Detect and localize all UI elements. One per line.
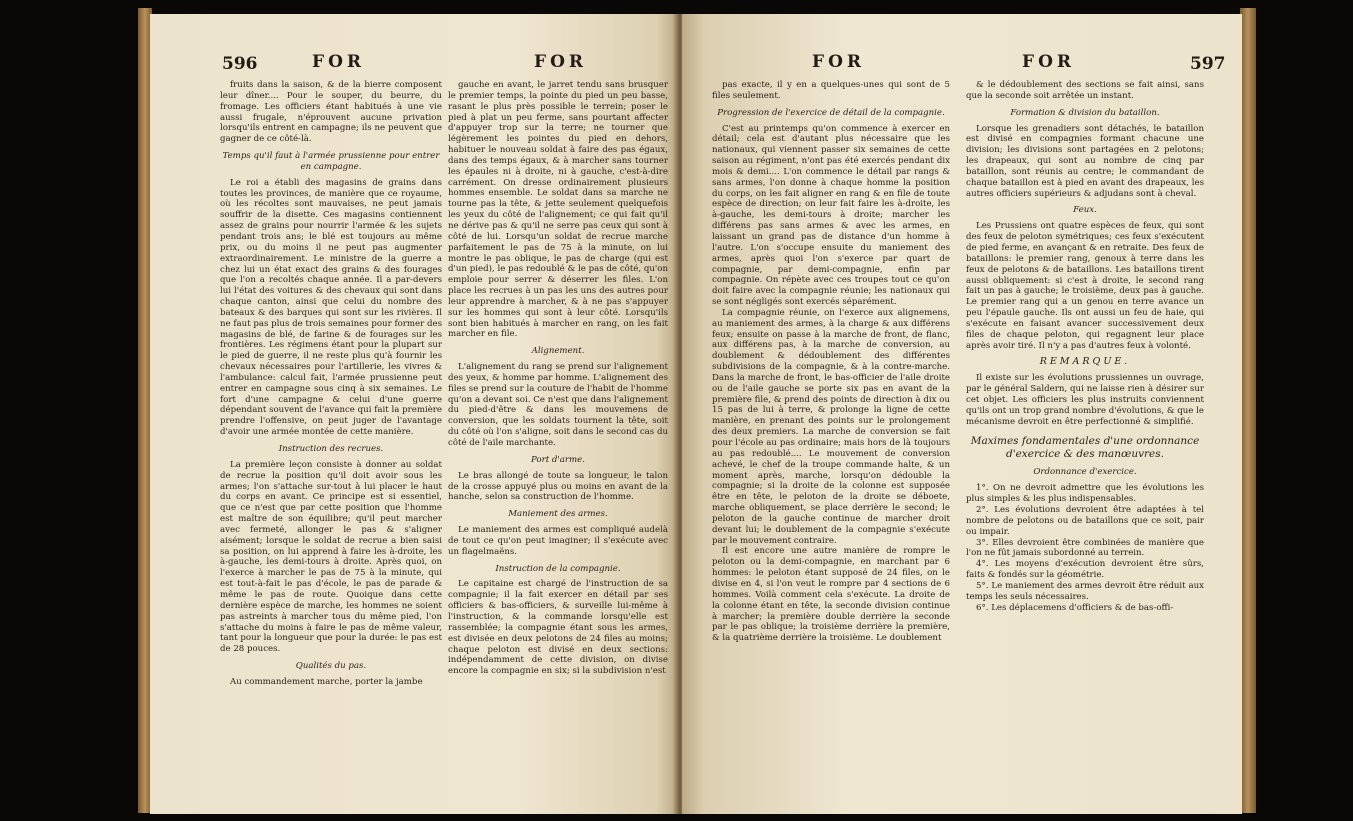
paragraph: Le capitaine est chargé de l'instruction de sa compagnie; il la fait exercer en détail par ses officiers & bas-officiers, & surveille lui-même à l'instruction, & la commande lorsqu'elle est rassemblée; la compagnie étant sous les armes, est divisée en deux pelotons de 24 files au moins; chaque peloton est divisé en deux sections: indépendamment de cette division, on divise encore la compagnie en six; si la subdivision n'est <box>448 579 668 677</box>
right-page-header-col2: FOR <box>1022 52 1076 72</box>
paragraph: 3°. Elles devroient être combinées de manière que l'on ne fût jamais subordonné au terrein. <box>966 537 1204 559</box>
left-page-header-col2: FOR <box>534 52 588 72</box>
section-heading: Ordonnance d'exercice. <box>1033 467 1137 478</box>
left-page-number: 596 <box>222 54 258 74</box>
section-heading: Maniement des armes. <box>508 509 608 520</box>
paragraph: C'est au printemps qu'on commence à exercer en détail; cela est d'autant plus nécessaire que les nationaux, qui viennent passer six semaines de cette saison au régiment, n'ont pas été exercés pendant dix mois & demi.... L'on commence le détail par rangs & sans armes, l'on donne à chaque homme la position du corps, on les fait aligner en rang & en file de toute espèce de direction; on leur fait faire les à-droite, les à-gauche, les demi-tours à droite; marcher les différens pas sans armes & avec les armes, en laissant un grand pas de distance d'un homme à l'autre. L'on s'occupe ensuite du maniement des armes, après quoi l'on s'exerce par quart de compagnie, par demi-compagnie, enfin par compagnie. On répète avec ces troupes tout ce qu'on doit faire avec la compagnie réunie; les nationaux qui se sont négligés sont exercés séparément. <box>712 123 950 308</box>
paragraph: L'alignement du rang se prend sur l'alignement des yeux, & homme par homme. L'alignement des files se prend sur la couture de l'habit de l'homme qu'on a devant soi. Ce n'est que dans l'alignement du pied-d'être & dans les mouvemens de conversion, que les soldats tournent la tête, soit du côté où l'on s'aligne, soit dans le second cas du côté de l'aile marchante. <box>448 362 668 448</box>
section-heading: Temps qu'il faut à l'armée prussienne pour entrer en campagne. <box>222 151 440 172</box>
section-heading: Maximes fondamentales d'une ordonnance d'exercice & des manœuvres. <box>970 435 1200 461</box>
right-page-column-1 <box>712 80 950 644</box>
left-page-column-1 <box>220 80 442 688</box>
paragraph: Au commandement marche, porter la jambe <box>230 676 423 687</box>
right-page-header: FOR <box>812 52 866 72</box>
section-heading: Instruction des recrues. <box>278 444 384 454</box>
paragraph: Il est encore une autre manière de rompre le peloton ou la demi-compagnie, en marchant par 6 hommes: le peloton étant supposé de 24 files, on le divise en 4, si l'on veut le rompre par 4 sections de 6 hommes. Voilà comment cela s'exécute. La droite de la colonne étant en tête, la seconde division continue à marcher; la première double derrière la seconde par le pas oblique; la troisième derrière la première, & la quatrième derrière la troisième. Le doublement <box>712 546 950 644</box>
paragraph: 6°. Les déplacemens d'officiers & de bas-offi- <box>976 602 1174 613</box>
paragraph: Le maniement des armes est compliqué audelà de tout ce qu'on peut imaginer; il s'exécute avec un flagelmaëns. <box>448 525 668 557</box>
section-heading: REMARQUE. <box>1039 356 1131 368</box>
left-page-header: FOR <box>312 52 366 72</box>
paragraph: & le dédoublement des sections se fait ainsi, sans que la seconde soit arrêtée un instant. <box>966 80 1204 101</box>
book-edge-right <box>1240 8 1256 813</box>
left-page-column-2 <box>448 80 668 677</box>
paragraph: Les Prussiens ont quatre espèces de feux, qui sont des feux de peloton symétriques; ces feux s'exécutent de pied ferme, en avançant & en retraite. Des feux de bataillons: le premier rang, genoux à terre dans les feux de pelotons & de bataillons. Les bataillons tirent aussi obliquement: si c'est à droite, le second rang fait un pas à gauche; le troisième, deux pas à gauche. Le premier rang qui a un genou en terre avance un peu l'épaule gauche. Ils ont aussi un feu de haie, qui s'exécute en faisant avancer successivement deux files de chaque peloton, qui regagnent leur place après avoir tiré. Il n'y a pas d'autres feux à volonté. <box>966 221 1204 351</box>
paragraph: pas exacte, il y en a quelques-unes qui sont de 5 files seulement. <box>712 80 950 101</box>
paragraph: fruits dans la saison, & de la bierre composent leur dîner.... Pour le souper, du beurre, du fromage. Les officiers étant habitués à une vie aussi frugale, n'éprouvent aucune privation lorsqu'ils entrent en campagne; ils ne peuvent que gagner de ce côté-là. <box>220 80 442 145</box>
section-heading: Progression de l'exercice de détail de la compagnie. <box>717 107 945 118</box>
section-heading: Qualités du pas. <box>295 661 367 672</box>
section-heading: Formation & division du bataillon. <box>1010 107 1160 118</box>
paragraph: 5°. Le maniement des armes devroit être réduit aux temps les seuls nécessaires. <box>966 580 1204 602</box>
paragraph: La première leçon consiste à donner au soldat de recrue la position qu'il doit avoir sous les armes; l'on s'attache sur-tout à lui placer le haut du corps en avant. Ce principe est si essentiel, que ce n'est que par cette position que l'homme est maître de son équilibre; qu'il peut marcher avec fermeté, allonger le pas & s'aligner aisément; lorsque le soldat de recrue a bien saisi sa position, on lui apprend à faire les à-droite, les à-gauche, les demi-tours à droite. Après quoi, on l'exerce à marcher le pas de 75 à la minute, qui est tout-à-fait le pas d'école, le pas de parade & même le pas de route. Quoique dans cette dernière espèce de marche, les hommes ne soient pas astreints à marcher tous du même pied, l'on s'attache du moins à faire le pas de même valeur, tant pour la longueur que pour la durée: le pas est de 28 pouces. <box>220 459 442 655</box>
paragraph: 1°. On ne devroit admettre que les évolutions les plus simples & les plus indispensables. <box>966 483 1204 505</box>
paragraph: gauche en avant, le jarret tendu sans brusquer le premier temps, la pointe du pied un peu basse, rasant le plus près possible le terrein; poser le pied à plat un peu ferme, sans pourtant affecter d'appuyer trop sur la terre; ne tourner que légèrement les pointes du pied en dehors, habituer le nouveau soldat à faire des pas égaux, dans des temps égaux, & à marcher sans tourner les épaules ni à droite, ni à gauche, c'est-à-dire carrément. On dresse ordinairement plusieurs hommes ensemble. Le soldat dans sa marche ne tourne pas la tête, & jette seulement quelquefois les yeux du côté de l'alignement; ce qui fait qu'il ne dérive pas & qu'il ne serre pas ceux qui sont à côté de lui. Lorsqu'un soldat de recrue marche parfaitement le pas de 75 à la minute, on lui montre le pas oblique, le pas de charge (qui est d'un pied), le pas redoublé & le pas de côté, qu'on emploie pour serrer & déserrer les files. L'on place les recrues à un pas les uns des autres pour leur apprendre à marcher, & à ne pas s'appuyer sur les hommes qui sont à leur côté. Lorsqu'ils sont bien habitués à marcher en rang, on les fait marcher en file. <box>448 80 668 340</box>
paragraph: Le roi a établi des magasins de grains dans toutes les provinces, de manière que ce royaume, où les récoltes sont mauvaises, ne peut jamais souffrir de la disette. Ces magasins contiennent assez de grains pour nourrir l'armée & les sujets pendant trois ans; le blé est toujours au même prix, ou du moins il ne peut pas augmenter extraordinairement. Le ministre de la guerre a chez lui un état exact des grains & des fourages que l'on a recoltés chaque année. Il a par-devers lui l'état des voitures & des chevaux qui sont dans chaque canton, ainsi que celui du nombre des bateaux & des barques qui sont sur les rivières. Il ne faut pas plus de trois semaines pour former des magasins de blé, de farine & de fourages sur les frontières. Les régimens étant pour la plupart sur le pied de guerre, il ne reste plus qu'à fournir les chevaux nécessaires pour l'artillerie, les vivres & l'ambulance: calcul fait, l'armée prussienne peut entrer en campagne sous cinq à six semaines. Le fort d'une campagne & celui d'une guerre dépendant souvent de l'avance qui fait la première prendre l'offensive, on peut juger de l'avantage d'avoir une armée montée de cette manière. <box>220 177 442 438</box>
paragraph: Il existe sur les évolutions prussiennes un ouvrage, par le général Saldern, qui ne laisse rien à désirer sur cet objet. Les officiers les plus instruits conviennent qu'ils ont un trop grand nombre d'évolutions, & que le mécanisme devroit en être perfectionné & simplifié. <box>966 373 1204 427</box>
paragraph: La compagnie réunie, on l'exerce aux alignemens, au maniement des armes, à la charge & aux différens feux; ensuite on passe à la marche de front, de flanc, aux différens pas, à la marche de conversion, au doublement & dédoublement des différentes subdivisions de la compagnie, & à la contre-marche. Dans la marche de front, le bas-officier de l'aile droite ou de l'aile gauche se porte six pas en avant de la première file, & prend des points de direction à dix ou 15 pas de lui à terre, & prolonge la ligne de cette manière, en prenant des points sur le prolongement des deux premiers. La marche de conversion se fait pour l'école au pas ordinaire; mais hors de là toujours au pas redoublé.... Le mouvement de conversion achevé, le chef de la troupe commande halte, & un moment après, marche, lorsqu'on dédouble la compagnie; si la droite de la colonne est supposée être en tête, le peloton de la droite se déboete, marche obliquement, se place derrière le second; le peloton de la gauche continue de marcher droit devant lui; le doublement de la compagnie s'exécute par le mouvement contraire. <box>712 307 950 546</box>
right-page-column-2 <box>966 80 1204 613</box>
paragraph: Le bras allongé de toute sa longueur, le talon de la crosse appuyé plus ou moins en avant de la hanche, selon sa construction de l'homme. <box>448 470 668 503</box>
right-page-number: 597 <box>1190 54 1226 74</box>
paragraph: 4°. Les moyens d'exécution devroient être sûrs, faits & fondés sur la géométrie. <box>966 559 1204 581</box>
section-heading: Port d'arme. <box>531 454 585 465</box>
left-page <box>150 14 678 814</box>
paragraph: Lorsque les grenadiers sont détachés, le bataillon est divisé en compagnies formant chacune une division; les divisions sont partagées en 2 pelotons; les drapeaux, qui sont au nombre de cinq par bataillon, sont réunis au centre; le commandant de chaque bataillon est à pied en avant des drapeaux, les autres officiers supérieurs & adjudans sont à cheval. <box>966 123 1204 199</box>
section-heading: Instruction de la compagnie. <box>495 563 621 574</box>
paragraph: 2°. Les évolutions devroient être adaptées à tel nombre de pelotons ou de bataillons que ce soit, pair ou impair. <box>966 505 1204 537</box>
right-page <box>682 14 1242 814</box>
section-heading: Alignement. <box>531 346 585 357</box>
section-heading: Feux. <box>1073 205 1097 216</box>
